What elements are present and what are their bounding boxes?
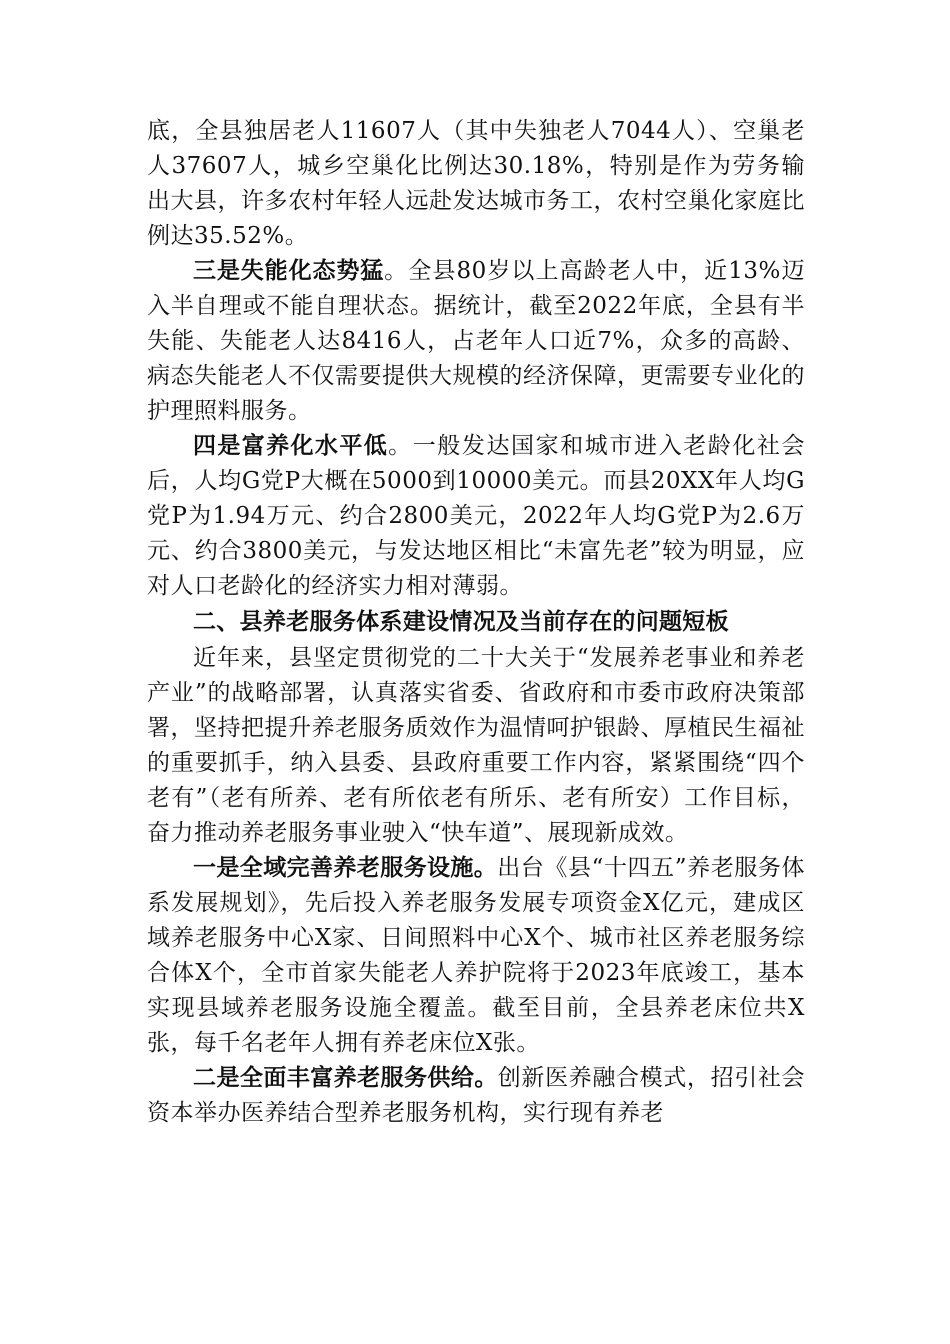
paragraph-text: 近年来，县坚定贯彻党的二十大关于“发展养老事业和养老产业”的战略部署，认真落实省委、省政府和市委市政府决策部署，坚持把提升养老服务质效作为温情呵护银龄、厚植民生福祉的重要抓手，纳入县委、县政府重要工作内容，紧紧围绕“四个老有”（老有所养、老有所依老有所乐、老有所安）工作目标，奋力推动养老服务事业驶入“快车道”、展现新成效。 bbox=[147, 645, 805, 846]
paragraph-text: 创新医养融合模式，招引社会资本举办医养结合型养老服务机构，实行现有养老 bbox=[147, 1065, 806, 1126]
paragraph-supply bbox=[147, 1061, 805, 1131]
document-page bbox=[147, 114, 805, 1131]
paragraph-lead: 四是富养化水平低 bbox=[193, 433, 389, 459]
paragraph-text: 出台《县“十四五”养老服务体系发展规划》，先后投入养老服务发展专项资金X亿元，建成区域养老服务中心X家、日间照料中心X个、城市社区养老服务综合体X个，全市首家失能老人养护院将于2023年底竣工，基本实现县域养老服务设施全覆盖。截至目前，全县养老床位共X张，每千名老年人拥有养老床位X张。 bbox=[147, 855, 805, 1056]
paragraph-wealth-level bbox=[147, 429, 805, 604]
paragraph-lead: 二是全面丰富养老服务供给。 bbox=[193, 1065, 498, 1091]
paragraph-disability-trend bbox=[147, 254, 805, 429]
paragraph-facilities bbox=[147, 851, 805, 1061]
paragraph-text: 底，全县独居老人11607人（其中失独老人7044人）、空巢老人37607人，城乡空巢化比例达30.18%，特别是作为劳务输出大县，许多农村年轻人远赴发达城市务工，农村空巢化家庭比例达35.52%。 bbox=[147, 118, 805, 249]
paragraph-text: 。全县80岁以上高龄老人中，近13%迈入半自理或不能自理状态。据统计，截至2022年底，全县有半失能、失能老人达8416人，占老年人口近7%，众多的高龄、病态失能老人不仅需要提供大规模的经济保障，更需要专业化的护理照料服务。 bbox=[147, 258, 805, 424]
paragraph-lead: 三是失能化态势猛 bbox=[193, 258, 385, 284]
section-heading: 二、县养老服务体系建设情况及当前存在的问题短板 bbox=[193, 609, 729, 635]
paragraph-overview bbox=[147, 641, 805, 851]
paragraph-lead: 一是全域完善养老服务设施。 bbox=[193, 855, 498, 881]
paragraph-text: 。一般发达国家和城市进入老龄化社会后，人均G党P大概在5000到10000美元。而县20XX年人均G党P为1.94万元、约合2800美元，2022年人均G党P为2.6万元、约合3800美元，与发达地区相比“未富先老”较为明显，应对人口老龄化的经济实力相对薄弱。 bbox=[147, 433, 806, 599]
paragraph-continuation bbox=[147, 114, 805, 254]
